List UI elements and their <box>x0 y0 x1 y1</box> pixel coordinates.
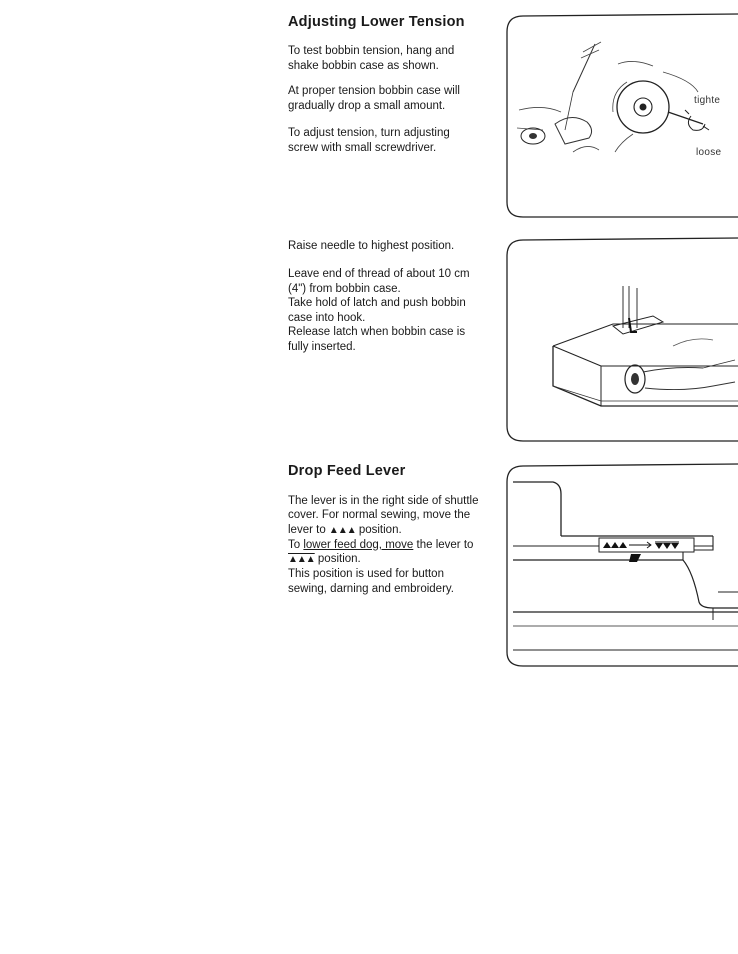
feed-down-symbol: ▲▲▲ <box>288 554 315 566</box>
text-the-lever-to: the lever to <box>416 538 474 551</box>
paragraph-drop-feed-lever <box>288 494 484 596</box>
figure-bobbin-tension <box>503 12 738 220</box>
drop-feed-lever-illustration <box>503 462 738 668</box>
section-heading-drop-feed-lever: Drop Feed Lever <box>288 463 406 479</box>
paragraph-proper-tension: At proper tension bobbin case will gradually drop a small amount. <box>288 85 460 112</box>
bobbin-tension-illustration <box>503 12 738 220</box>
paragraph-release-latch: Release latch when bobbin case is fully inserted. <box>288 326 466 353</box>
paragraph-test-tension: To test bobbin tension, hang and shake bobbin case as shown. <box>288 45 455 72</box>
paragraph-adjust-tension: To adjust tension, turn adjusting screw with small screwdriver. <box>288 127 450 154</box>
text-to: To <box>288 538 301 551</box>
paragraph-leave-thread: Leave end of thread of about 10 cm (4") from bobbin case. <box>288 268 470 295</box>
paragraph-raise-needle: Raise needle to highest position. <box>288 240 455 252</box>
text-position-usage: This position is used for button sewing, darning and embroidery. <box>288 568 454 595</box>
label-loosen: loose <box>696 147 722 158</box>
figure-drop-feed-lever <box>503 462 738 668</box>
paragraph-take-latch: Take hold of latch and push bobbin case into hook. <box>288 297 466 324</box>
text-lever-location: The lever is in the right side of shuttle cover. For normal sewing, move the lever to <box>288 495 479 536</box>
label-tighten: tighte <box>694 95 721 106</box>
section-heading-adjusting-lower-tension: Adjusting Lower Tension <box>288 14 465 30</box>
text-position-up: position. <box>358 523 402 536</box>
text-position-down: position. <box>317 553 361 566</box>
feed-up-symbol: ▲▲▲ <box>328 524 356 536</box>
insert-bobbin-case-illustration <box>503 236 738 444</box>
text-lower-feed-dog: lower feed dog, move <box>303 538 414 551</box>
figure-insert-bobbin-case <box>503 236 738 444</box>
